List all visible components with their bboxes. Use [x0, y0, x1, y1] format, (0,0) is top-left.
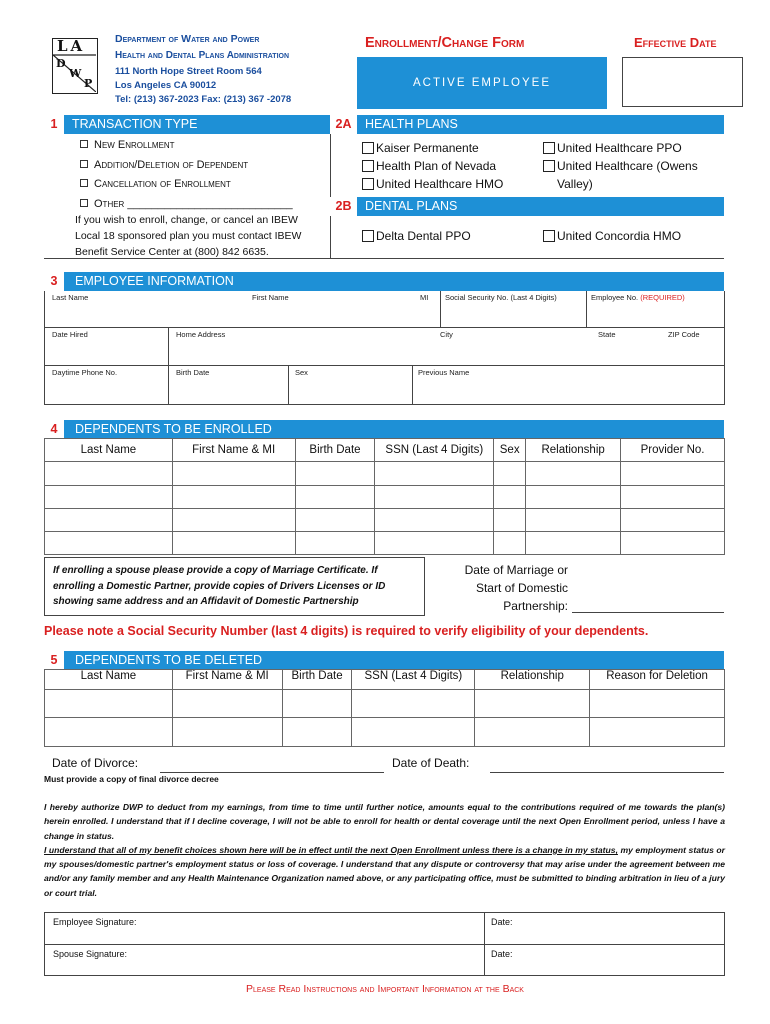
- checkbox-icon[interactable]: [362, 178, 374, 190]
- col-relationship: Relationship: [475, 670, 590, 690]
- section5-bar: [44, 651, 724, 670]
- field-first-name[interactable]: First Name: [252, 293, 289, 302]
- spouse-note: If enrolling a spouse please provide a copy of Marriage Certificate. If enrolling a Domestic Partner, provide copies of Drivers Licenses or ID showing same address and an Affidavit of Domestic Partnership: [53, 565, 386, 607]
- section4-title: DEPENDENTS TO BE ENROLLED: [75, 422, 272, 436]
- col-relationship: Relationship: [526, 439, 621, 462]
- field-previous-name[interactable]: Previous Name: [418, 368, 470, 377]
- col-divider: [168, 327, 169, 405]
- table-row[interactable]: [45, 509, 725, 532]
- section3-title: EMPLOYEE INFORMATION: [75, 274, 234, 288]
- employee-type-label: ACTIVE EMPLOYEE: [412, 77, 551, 89]
- checkbox-icon[interactable]: [80, 199, 88, 207]
- section2b-bar: [357, 197, 724, 216]
- death-date-field[interactable]: [490, 772, 724, 773]
- field-sex[interactable]: Sex: [295, 368, 308, 377]
- col-divider: [586, 291, 587, 327]
- checkbox-icon[interactable]: [543, 230, 555, 242]
- logo-text-d: D: [56, 57, 66, 70]
- section2a-title: HEALTH PLANS: [365, 117, 458, 131]
- spouse-note-box: [44, 557, 425, 616]
- ibew-note: If you wish to enroll, change, or cancel an IBEW Local 18 sponsored plan you must contact IBEW Benefit Service Center at (800) 842 6635.: [75, 214, 302, 258]
- col-divider: [440, 291, 441, 327]
- row-divider: [44, 327, 724, 328]
- dept-name: Department of Water and Power: [115, 33, 260, 45]
- checkbox-icon[interactable]: [80, 140, 88, 148]
- spouse-signature-field[interactable]: Spouse Signature:: [53, 949, 128, 959]
- section2a-bar: [357, 115, 724, 134]
- table-row[interactable]: [45, 486, 725, 509]
- col-divider: [288, 365, 289, 405]
- plan-uhc-ppo[interactable]: United Healthcare PPO: [543, 139, 723, 157]
- field-home-address[interactable]: Home Address: [176, 330, 226, 339]
- table-row[interactable]: [45, 718, 725, 747]
- dependents-delete-table: [44, 669, 725, 747]
- section2b-title: DENTAL PLANS: [365, 199, 458, 213]
- plan-kaiser[interactable]: Kaiser Permanente: [362, 139, 503, 157]
- logo-text-dwp: [55, 57, 95, 91]
- plan-uhc-hmo[interactable]: United Healthcare HMO: [362, 175, 503, 193]
- section1-bottom-border: [44, 258, 724, 259]
- col-ssn: SSN (Last 4 Digits): [352, 670, 475, 690]
- address-line-2: Los Angeles CA 90012: [115, 80, 217, 91]
- admin-name: Health and Dental Plans Administration: [115, 50, 290, 61]
- checkbox-icon[interactable]: [543, 142, 555, 154]
- row-divider: [44, 365, 724, 366]
- section5-number: 5: [44, 651, 64, 670]
- field-birth-date[interactable]: Birth Date: [176, 368, 210, 377]
- checkbox-icon[interactable]: [80, 160, 88, 168]
- row-divider: [44, 944, 724, 945]
- field-zip[interactable]: ZIP Code: [668, 330, 700, 339]
- field-city[interactable]: City: [440, 330, 453, 339]
- table-header-row: [45, 670, 725, 690]
- auth-para-1: I hereby authorize DWP to deduct from my earnings, from time to time until further notice, amounts equal to the contributions required of me towards the plan(s) herein enrolled. I understand that if I decline coverage, I will not be able to enroll for health or dental coverage until the next Open Enrollment period, unless I have a change in status.: [44, 802, 725, 841]
- effective-date-label: Effective Date: [634, 35, 717, 50]
- footer-note: Please Read Instructions and Important Information at the Back: [246, 983, 524, 995]
- divorce-note: Must provide a copy of final divorce decree: [44, 774, 219, 784]
- section2b-number: 2B: [330, 197, 357, 216]
- field-phone[interactable]: Daytime Phone No.: [52, 368, 118, 377]
- checkbox-icon[interactable]: [362, 230, 374, 242]
- plan-delta-dental[interactable]: Delta Dental PPO: [362, 229, 471, 243]
- effective-date-field[interactable]: [622, 57, 743, 107]
- section4-number: 4: [44, 420, 64, 439]
- health-plans-right: [543, 139, 723, 193]
- required-tag: (REQUIRED): [640, 293, 685, 302]
- checkbox-icon[interactable]: [80, 179, 88, 187]
- marriage-date-field[interactable]: [572, 612, 724, 613]
- option-other[interactable]: Other ___________________________: [80, 195, 293, 215]
- divorce-date-label: Date of Divorce:: [52, 756, 139, 770]
- field-mi[interactable]: MI: [420, 293, 429, 302]
- spouse-date-field[interactable]: Date:: [491, 949, 513, 959]
- death-date-label: Date of Death:: [392, 756, 470, 770]
- logo-text-w: W: [69, 67, 82, 80]
- field-ssn[interactable]: Social Security No. (Last 4 Digits): [445, 293, 557, 302]
- table-header-row: [45, 439, 725, 462]
- col-divider: [412, 365, 413, 405]
- col-birth-date: Birth Date: [295, 439, 375, 462]
- section1-number: 1: [44, 115, 64, 134]
- employee-type-box: [357, 57, 607, 109]
- col-reason: Reason for Deletion: [590, 670, 725, 690]
- section2a-number: 2A: [330, 115, 357, 134]
- auth-para-2-underlined: I understand that all of my benefit choices shown here will be in effect until the next Open Enrollment unless there is a change in my status,: [44, 844, 618, 855]
- table-row[interactable]: [45, 690, 725, 718]
- checkbox-icon[interactable]: [362, 160, 374, 172]
- col-divider: [484, 912, 485, 976]
- transaction-options: [80, 136, 293, 214]
- field-last-name[interactable]: Last Name: [52, 293, 89, 302]
- address-line-1: 111 North Hope Street Room 564: [115, 66, 262, 77]
- logo-text-p: P: [84, 77, 93, 90]
- dwp-logo: [52, 38, 98, 94]
- employee-date-field[interactable]: Date:: [491, 917, 513, 927]
- section5-title: DEPENDENTS TO BE DELETED: [75, 653, 263, 667]
- checkbox-icon[interactable]: [543, 160, 555, 172]
- col-last-name: Last Name: [45, 670, 173, 690]
- checkbox-icon[interactable]: [362, 142, 374, 154]
- col-ssn: SSN (Last 4 Digits): [375, 439, 494, 462]
- section3-bar: [44, 272, 724, 291]
- plan-united-concordia[interactable]: United Concordia HMO: [543, 229, 681, 243]
- col-sex: Sex: [494, 439, 526, 462]
- field-state[interactable]: State: [598, 330, 616, 339]
- auth-para-2: [44, 843, 725, 900]
- plan-uhc-owens[interactable]: United Healthcare (Owens Valley): [543, 157, 723, 193]
- table-row[interactable]: [45, 532, 725, 555]
- auth-para-2-rest: my employment status or my spouses/domestic partner's employment status or loss of coverage. I understand that any dispute or controversy that may arise under the agreement between me and/or any family member and any Health Maintenance Organization named above, or any participating office, must be submitted to binding arbitration in lieu of a jury or court trial.: [44, 844, 725, 898]
- section4-bar: [44, 420, 724, 439]
- section1-title: TRANSACTION TYPE: [72, 117, 198, 131]
- field-employee-no[interactable]: Employee No. (REQUIRED): [591, 293, 685, 302]
- dependents-enroll-table: [44, 438, 725, 555]
- option-add-delete-dependent[interactable]: Addition/Deletion of Dependent: [80, 156, 293, 176]
- plan-health-nevada[interactable]: Health Plan of Nevada: [362, 157, 503, 175]
- col-first-name: First Name & MI: [172, 670, 282, 690]
- option-new-enrollment[interactable]: New Enrollment: [80, 136, 293, 156]
- field-date-hired[interactable]: Date Hired: [52, 330, 88, 339]
- col-provider: Provider No.: [621, 439, 725, 462]
- employee-info-grid: [44, 291, 725, 405]
- col-last-name: Last Name: [45, 439, 173, 462]
- health-plans-left: [362, 139, 503, 193]
- col-first-name: First Name & MI: [172, 439, 295, 462]
- table-row[interactable]: [45, 462, 725, 486]
- authorization-text: [44, 800, 725, 900]
- marriage-label: Date of Marriage or Start of Domestic Partnership:: [464, 563, 568, 613]
- option-cancellation[interactable]: Cancellation of Enrollment: [80, 175, 293, 195]
- form-title: Enrollment/Change Form: [365, 35, 525, 51]
- section1-bar: [44, 115, 357, 134]
- col-birth-date: Birth Date: [282, 670, 352, 690]
- logo-text-la: LA: [57, 37, 86, 55]
- divorce-date-field[interactable]: [160, 772, 384, 773]
- section3-number: 3: [44, 272, 64, 291]
- section1-divider: [330, 134, 331, 258]
- ssn-notice: Please note a Social Security Number (last 4 digits) is required to verify eligibility of your dependents.: [44, 624, 649, 638]
- phone-fax: Tel: (213) 367-2023 Fax: (213) 367 -2078: [115, 94, 292, 105]
- employee-signature-field[interactable]: Employee Signature:: [53, 917, 137, 927]
